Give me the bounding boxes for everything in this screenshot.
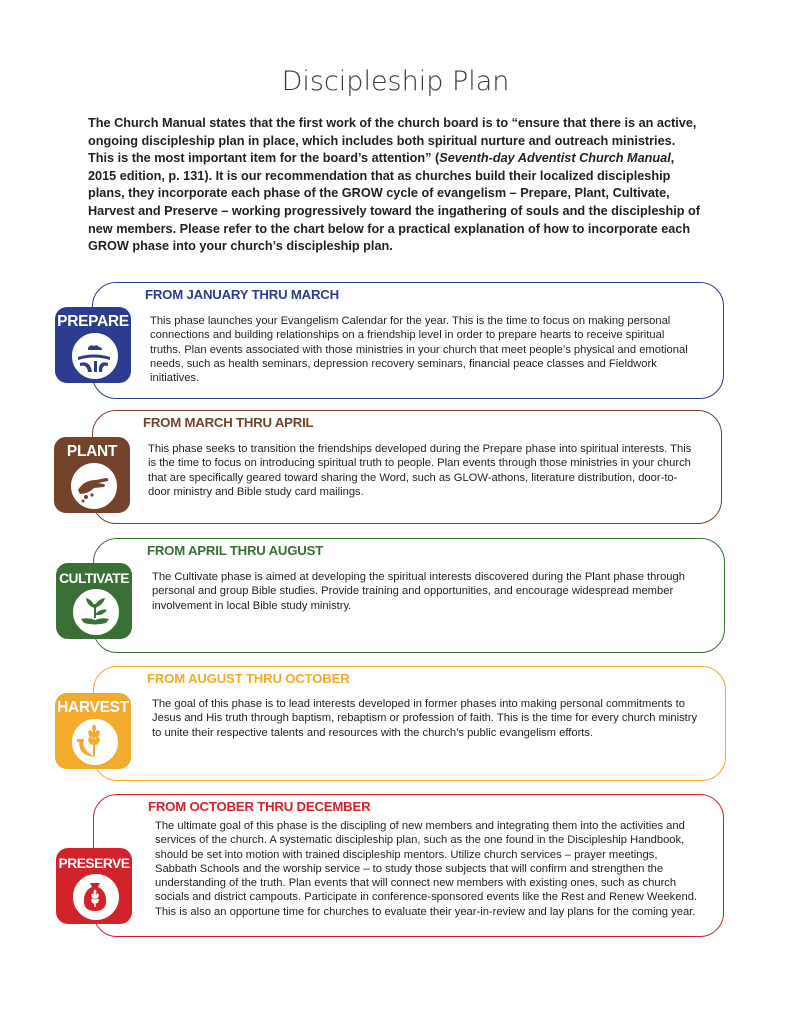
- intro-paragraph: [88, 115, 700, 256]
- phase-prepare-label: PREPARE: [57, 313, 129, 330]
- intro-manual-title: Seventh-day Adventist Church Manual: [439, 151, 671, 166]
- grain-sack-icon: [76, 877, 114, 915]
- phase-plant-heading: FROM MARCH THRU APRIL: [143, 415, 314, 430]
- page-title: Discipleship Plan: [281, 66, 510, 97]
- hand-seed-icon: [74, 466, 112, 504]
- sprout-in-hand-icon: [76, 592, 114, 630]
- phase-prepare-heading: FROM JANUARY THRU MARCH: [145, 287, 339, 302]
- phase-preserve-badge: [56, 848, 132, 924]
- phase-plant-badge: [54, 437, 130, 513]
- phase-harvest-heading: FROM AUGUST THRU OCTOBER: [147, 671, 350, 686]
- wheat-sickle-icon: [75, 722, 113, 760]
- intro-text-start: The Church Manual states that the first work of the church board is to “ensure that there is an active, ongoing discipleship plan in place, which includes both spiritual nurture and outreach ministries. This is the most important item for the board’s attention” (: [88, 116, 697, 166]
- phase-preserve-label: PRESERVE: [58, 856, 130, 871]
- phase-preserve-body: The ultimate goal of this phase is the discipling of new members and integrating them into the activities and services of the church. A systematic discipleship plan, such as the one found in the Discipleship Handbook, should be set into motion with trained discipleship mentors. Utilize church services – prayer meetings, Sabbath Schools and the worship service – to study those subjects that will confirm and strengthen the understanding of the truth. Plan events that will connect new members with existing ones, such as church socials and district campouts. Participate in conference-sponsored events like the Rest and Renew Weekend. This is also an opportune time for churches to evaluate their year-in-review and lay plans for the coming year.: [155, 820, 698, 918]
- phase-harvest-body: The goal of this phase is to lead interests developed in former phases into making personal commitments to Jesus and His truth through baptism, rebaptism or profession of faith. This is the time for every church ministry to unite their respective talents and resources with the church’s public evangelism efforts.: [152, 698, 698, 739]
- phase-cultivate-body: The Cultivate phase is aimed at developing the spiritual interests discovered during the Plant phase through personal and group Bible studies. Provide training and opportunities, and encourage widespread member involvement in local Bible study ministry.: [152, 571, 685, 612]
- phase-cultivate-label: CULTIVATE: [59, 571, 129, 586]
- phase-plant-body: This phase seeks to transition the friendships developed during the Prepare phase into spiritual interests. This is the time to focus on introducing spiritual truth to people. Plan events through those ministries in your church that are specifically geared toward sharing the Word, such as GLOW-athons, literature distribution, door-to-door ministry and Bible study card mailings.: [148, 443, 692, 498]
- intro-text-end: , 2015 edition, p. 131). It is our recommendation that as churches build their localized discipleship plans, they incorporate each phase of the GROW cycle of evangelism – Prepare, Plant, Cultivate, Harvest and Preserve – working progressively toward the ingathering of souls and the discipleship of new members. Please refer to the chart below for a practical explanation of how to incorporate each GROW phase into your church’s discipleship plan.: [88, 151, 700, 254]
- phase-cultivate-badge: [56, 563, 132, 639]
- phase-preserve-heading: FROM OCTOBER THRU DECEMBER: [148, 799, 371, 814]
- phase-cultivate-heading: FROM APRIL THRU AUGUST: [147, 543, 324, 558]
- phase-plant-label: PLANT: [66, 443, 118, 460]
- phase-harvest-badge: [55, 693, 131, 769]
- phase-prepare-body: This phase launches your Evangelism Calendar for the year. This is the time to focus on making personal connections and building relationships on a friendship level in order to prepare hearts to receive spiritual truths. Plan events associated with those ministries in your church that meet people’s physical and emotional needs, such as health seminars, depression recovery seminars, financial peace classes and Fieldwork initiatives.: [150, 315, 688, 385]
- phase-harvest-label: HARVEST: [57, 699, 129, 716]
- field-icon: [75, 336, 113, 374]
- phase-prepare-badge: [55, 307, 131, 383]
